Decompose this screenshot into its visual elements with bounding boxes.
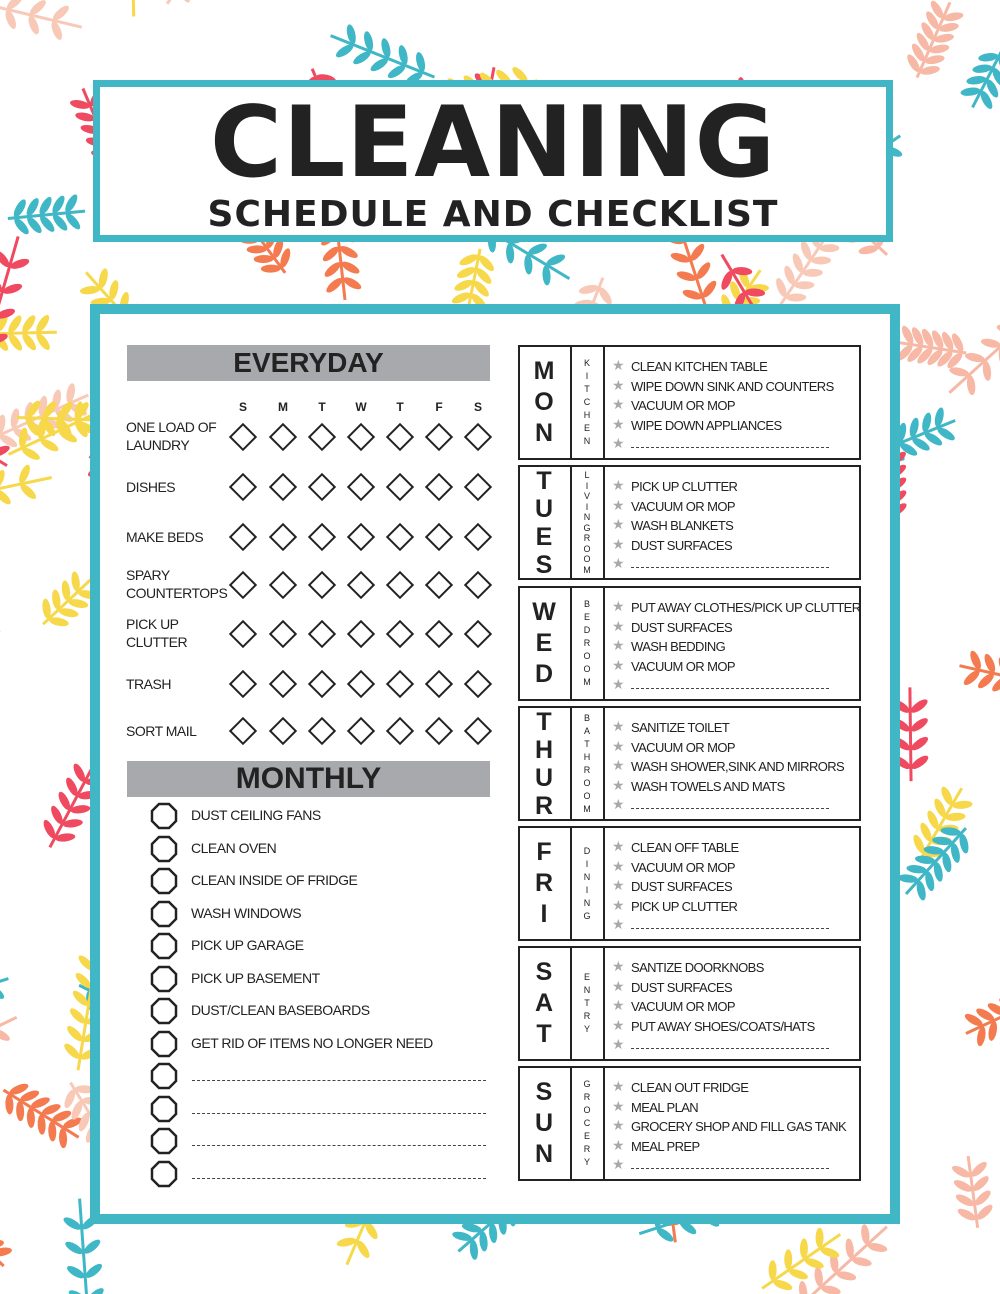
monthly-task: WASH WINDOWS [191,904,302,921]
room-letter: T [584,384,590,394]
weekly-task: VACUUM OR MOP [631,999,735,1014]
weekly-task: WASH BLANKETS [631,518,734,533]
room-letter: R [583,1092,591,1102]
room-letter: O [583,1105,591,1115]
weekly-blank-line[interactable] [631,1168,829,1169]
everyday-task-label: TRASH [126,676,171,692]
star-icon: ★ [612,998,625,1014]
star-icon: ★ [612,858,625,875]
monthly-task: DUST CEILING FANS [191,807,321,823]
room-divider [603,586,605,701]
room-letter: R [583,1144,591,1154]
weekday-letter: F [536,838,552,866]
room-letter: R [583,1011,591,1021]
everyday-task-label: MAKE BEDS [126,529,204,545]
day-header: S [238,400,247,414]
star-icon: ★ [612,897,625,914]
weekly-task: WASH BEDDING [631,639,726,654]
weekly-task: MEAL PLAN [631,1099,699,1115]
room-letter: M [583,564,591,575]
star-icon: ★ [612,978,625,995]
room-letter: D [583,625,591,635]
monthly-checkbox[interactable] [150,1160,178,1188]
weekday-letter: W [532,598,556,626]
weekday-letter: U [534,494,554,523]
star-icon: ★ [612,1157,625,1173]
everyday-task-label: COUNTERTOPS [126,585,228,601]
monthly-checkbox[interactable] [150,835,178,863]
room-letter: N [583,436,591,446]
room-letter: R [583,533,591,543]
weekday-letter: R [534,869,554,897]
monthly-task: CLEAN OVEN [191,839,277,856]
star-icon: ★ [612,638,625,654]
monthly-blank-line[interactable] [192,1113,486,1114]
weekday-letter: S [535,550,553,579]
room-divider [603,465,605,580]
weekly-task: DUST SURFACES [631,979,733,995]
room-letter: N [583,512,591,522]
weekly-task: GROCERY SHOP AND FILL GAS TANK [631,1119,847,1134]
room-letter: N [583,897,591,908]
star-icon: ★ [612,959,625,975]
star-icon: ★ [612,556,625,572]
room-letter: E [583,423,590,433]
room-letter: A [583,725,590,736]
weekday-letter: N [534,1140,554,1168]
room-letter: V [583,491,590,501]
star-icon: ★ [612,677,625,693]
room-letter: I [585,371,589,381]
star-icon: ★ [612,497,625,514]
monthly-checkbox[interactable] [150,900,178,928]
room-letter: G [583,522,591,533]
room-letter: M [583,677,591,687]
weekday-letter: N [534,419,554,447]
weekly-task: VACUUM OR MOP [631,739,735,755]
day-header: S [473,400,482,414]
weekday-letter: T [536,1020,552,1048]
star-icon: ★ [612,536,625,553]
star-icon: ★ [612,719,625,735]
page-title: CLEANING [209,86,777,200]
room-letter: G [583,1079,591,1089]
weekly-task: VACUUM OR MOP [631,859,735,875]
star-icon: ★ [612,1137,625,1154]
monthly-task: DUST/CLEAN BASEBOARDS [191,1002,370,1018]
everyday-header: EVERYDAY [127,345,490,381]
monthly-checkbox[interactable] [150,1095,178,1123]
room-letter: T [584,998,590,1008]
weekly-task: VACUUM OR MOP [631,398,735,413]
room-letter: C [583,1118,591,1128]
room-letter: Y [583,1024,590,1034]
monthly-header: MONTHLY [127,761,490,797]
everyday-task-label: ONE LOAD OF [126,419,217,435]
monthly-task: PICK UP BASEMENT [191,969,320,986]
star-icon: ★ [612,416,625,433]
room-letter: G [583,910,591,921]
weekly-task: PUT AWAY SHOES/COATS/HATS [631,1018,815,1034]
weekly-task: PICK UP CLUTTER [631,479,738,494]
weekday-letter: D [534,660,554,688]
weekly-task: MEAL PREP [631,1138,700,1154]
room-letter: I [585,501,589,512]
star-icon: ★ [612,358,625,374]
weekly-task: WIPE DOWN SINK AND COUNTERS [631,378,834,394]
weekday-letter: T [536,707,552,736]
weekday-letter: I [540,900,548,928]
weekday-letter: O [534,388,554,416]
weekday-letter: S [535,1078,553,1106]
monthly-checkbox[interactable] [150,1030,178,1058]
room-letter: I [585,480,589,491]
monthly-task: CLEAN INSIDE OF FRIDGE [191,872,358,888]
weekly-task: DUST SURFACES [631,879,733,894]
star-icon: ★ [612,758,625,774]
weekly-task: WIPE DOWN APPLIANCES [631,417,782,433]
room-letter: L [584,470,590,480]
day-header: T [318,400,326,414]
monthly-blank-line[interactable] [192,1080,486,1081]
day-header: T [396,400,404,414]
room-letter: E [583,1131,590,1141]
room-letter: O [583,543,591,554]
weekly-task: CLEAN KITCHEN TABLE [631,359,768,374]
star-icon: ★ [612,1079,625,1095]
room-letter: H [583,410,591,420]
everyday-task-label: CLUTTER [126,634,188,650]
everyday-task-label: SPARY [126,567,170,583]
weekday-letter: U [534,763,554,792]
weekly-task: WASH TOWELS AND MATS [631,778,785,794]
room-letter: N [583,985,591,995]
everyday-task-label: DISHES [126,479,176,495]
room-letter: O [583,554,591,564]
room-letter: I [585,884,589,895]
weekly-task: SANITIZE TOILET [631,720,730,735]
weekly-task: PUT AWAY CLOTHES/PICK UP CLUTTER [631,600,861,615]
weekly-blank-line[interactable] [631,567,829,568]
weekly-task: CLEAN OUT FRIDGE [631,1080,749,1095]
weekday-letter: M [533,357,555,385]
star-icon: ★ [612,878,625,894]
room-divider [603,345,605,460]
room-divider [603,706,605,821]
star-icon: ★ [612,1118,625,1134]
monthly-checkbox[interactable] [150,802,178,830]
weekly-blank-line[interactable] [631,808,829,809]
room-letter: B [583,599,590,609]
title-banner [93,80,893,242]
room-letter: O [583,664,591,674]
day-header: F [435,400,443,414]
weekday-letter: E [535,629,553,657]
room-letter: K [583,358,590,368]
star-icon: ★ [612,377,625,394]
weekly-blank-line[interactable] [631,447,829,448]
room-letter: T [584,738,590,749]
room-divider [603,826,605,941]
monthly-checkbox[interactable] [150,965,178,993]
everyday-task-label: SORT MAIL [126,723,197,739]
room-letter: D [583,845,591,856]
room-letter: R [583,638,591,648]
star-icon: ★ [612,657,625,674]
room-letter: H [583,751,591,762]
room-letter: N [583,871,591,882]
monthly-checkbox[interactable] [150,997,178,1025]
room-letter: Y [583,1157,590,1167]
room-divider [603,946,605,1061]
room-letter: E [583,612,590,622]
star-icon: ★ [612,777,625,794]
star-icon: ★ [612,917,625,933]
weekday-letter: S [535,958,553,986]
weekly-task: CLEAN OFF TABLE [631,840,739,855]
weekly-task: WASH SHOWER,SINK AND MIRRORS [631,759,845,774]
star-icon: ★ [612,618,625,635]
room-letter: M [583,803,591,814]
star-icon: ★ [612,1098,625,1115]
weekday-letter: H [534,735,554,764]
room-letter: R [583,764,591,775]
room-letter: O [583,790,591,801]
star-icon: ★ [612,738,625,755]
monthly-checkbox[interactable] [150,1127,178,1155]
weekly-blank-line[interactable] [631,1048,829,1049]
weekly-blank-line[interactable] [631,928,829,929]
weekday-letter: U [534,1109,554,1137]
star-icon: ★ [612,839,625,855]
day-header: M [278,400,288,414]
monthly-checkbox[interactable] [150,932,178,960]
star-icon: ★ [612,397,625,413]
weekly-task: VACUUM OR MOP [631,498,735,514]
monthly-checkbox[interactable] [150,1062,178,1090]
star-icon: ★ [612,599,625,615]
star-icon: ★ [612,478,625,494]
room-letter: C [583,397,591,407]
weekly-task: VACUUM OR MOP [631,658,735,674]
monthly-task: GET RID OF ITEMS NO LONGER NEED [191,1034,433,1051]
weekly-task: SANTIZE DOORKNOBS [631,960,764,975]
room-letter: O [583,651,591,661]
weekday-letter: E [535,522,553,551]
room-letter: E [583,972,590,982]
weekly-task: DUST SURFACES [631,619,733,635]
room-letter: O [583,777,591,788]
star-icon: ★ [612,436,625,452]
monthly-task: PICK UP GARAGE [191,937,304,953]
day-header: W [355,400,367,414]
weekday-letter: T [536,466,552,495]
weekday-letter: R [534,791,554,820]
room-letter: I [585,858,589,869]
monthly-checkbox[interactable] [150,867,178,895]
star-icon: ★ [612,517,625,533]
everyday-task-label: PICK UP [126,616,179,632]
star-icon: ★ [612,797,625,813]
star-icon: ★ [612,1037,625,1053]
room-divider [603,1066,605,1181]
weekly-task: DUST SURFACES [631,537,733,553]
weekly-blank-line[interactable] [631,688,829,689]
monthly-blank-line[interactable] [192,1178,486,1179]
weekday-letter: A [534,989,554,1017]
room-letter: B [583,712,590,723]
weekly-task: PICK UP CLUTTER [631,898,738,914]
page-subtitle: SCHEDULE AND CHECKLIST [207,194,779,235]
star-icon: ★ [612,1017,625,1034]
monthly-blank-line[interactable] [192,1145,486,1146]
everyday-task-label: LAUNDRY [126,437,190,453]
